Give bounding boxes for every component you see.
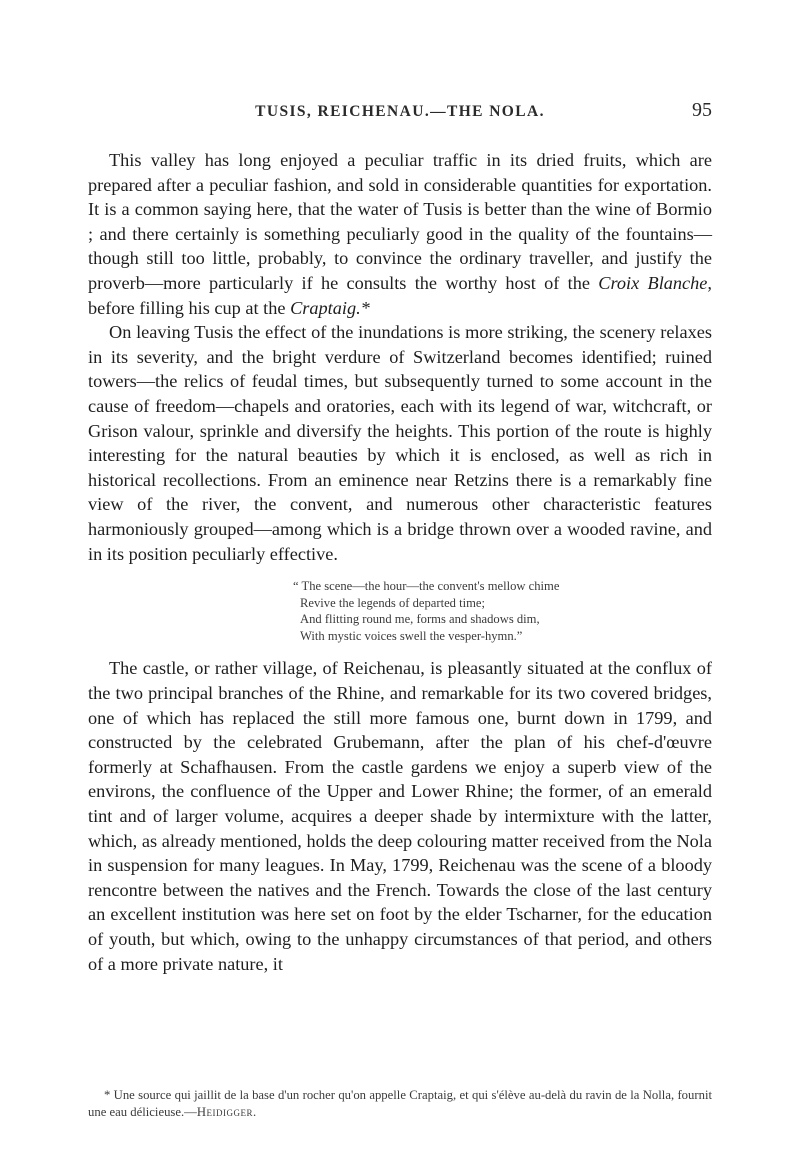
footnote (88, 1087, 712, 1121)
page-header (88, 99, 712, 133)
body-text (88, 148, 712, 976)
verse-line: And flitting round me, forms and shadows dim, (300, 612, 540, 627)
paragraph-1-text-a: This valley has long enjoyed a peculiar traffic in its dried fruits, which are prepared after a peculiar fashion, and sold in considerable quantities for exportation. It is a common saying here, that the water of Tusis is better than the wine of Bormio ; and there certainly is something peculiarly good in the quality of the fountains—though still too little, probably, to convince the ordinary traveller, and justify the proverb—more particularly if he consults the worthy host of the (88, 150, 712, 293)
footnote-text: * Une source qui jaillit de la base d'un rocher qu'on appelle Craptaig, et qui s'élève au-delà du ravin de la Nolla, fournit une eau délicieuse.— (88, 1088, 712, 1119)
verse-quotation (88, 578, 712, 644)
footnote-author: Heidigger. (196, 1105, 257, 1119)
verse-line: With mystic voices swell the vesper-hymn.” (300, 628, 523, 643)
running-head: TUSIS, REICHENAU.—THE NOLA. (255, 103, 545, 120)
place-name-craptaig: Craptaig.* (290, 297, 370, 318)
paragraph-1-text-b: before filling his cup at the (88, 297, 291, 318)
paragraph-3: The castle, or rather village, of Reichenau, is pleasantly situated at the conflux of the two principal branches of the Rhine, and remarkable for its two covered bridges, one of which has replaced the still more famous one, burnt down in 1799, and constructed by the celebrated Grubemann, after the plan of his chef-d'œuvre formerly at Schafhausen. From the castle gardens we enjoy a superb view of the environs, the confluence of the Upper and Lower Rhine; the former, of an emerald tint and of larger volume, acquires a deeper shade by intermixture with the latter, which, as already mentioned, holds the deep colouring matter received from the Nola in suspension for many leagues. In May, 1799, Reichenau was the scene of a bloody rencontre between the natives and the French. Towards the close of the last century an excellent institution was here set on foot by the elder Tscharner, for the education of youth, but which, owing to the unhappy circumstances of that period, and others of a more private nature, it (88, 658, 712, 974)
paragraph-2: On leaving Tusis the effect of the inundations is more striking, the scenery relaxes in its severity, and the bright verdure of Switzerland becomes identified; ruined towers—the relics of feudal times, but subsequently turned to some account in the cause of freedom—chapels and oratories, each with its legend of war, witchcraft, or Grison valour, sprinkle and diversify the heights. This portion of the route is highly interesting for the natural beauties by which it is enclosed, as well as rich in historical recollections. From an eminence near Retzins there is a remarkably fine view of the river, the convent, and numerous other characteristic features harmoniously grouped—among which is a bridge thrown over a wooded ravine, and in its position peculiarly effective. (88, 322, 712, 564)
verse-line: Revive the legends of departed time; (300, 595, 485, 610)
page-number: 95 (692, 99, 712, 121)
inn-name-croix-blanche: Croix Blanche, (598, 272, 712, 293)
paragraph-1 (88, 148, 712, 320)
verse-line: “ The scene—the hour—the convent's mellow chime (293, 579, 560, 594)
